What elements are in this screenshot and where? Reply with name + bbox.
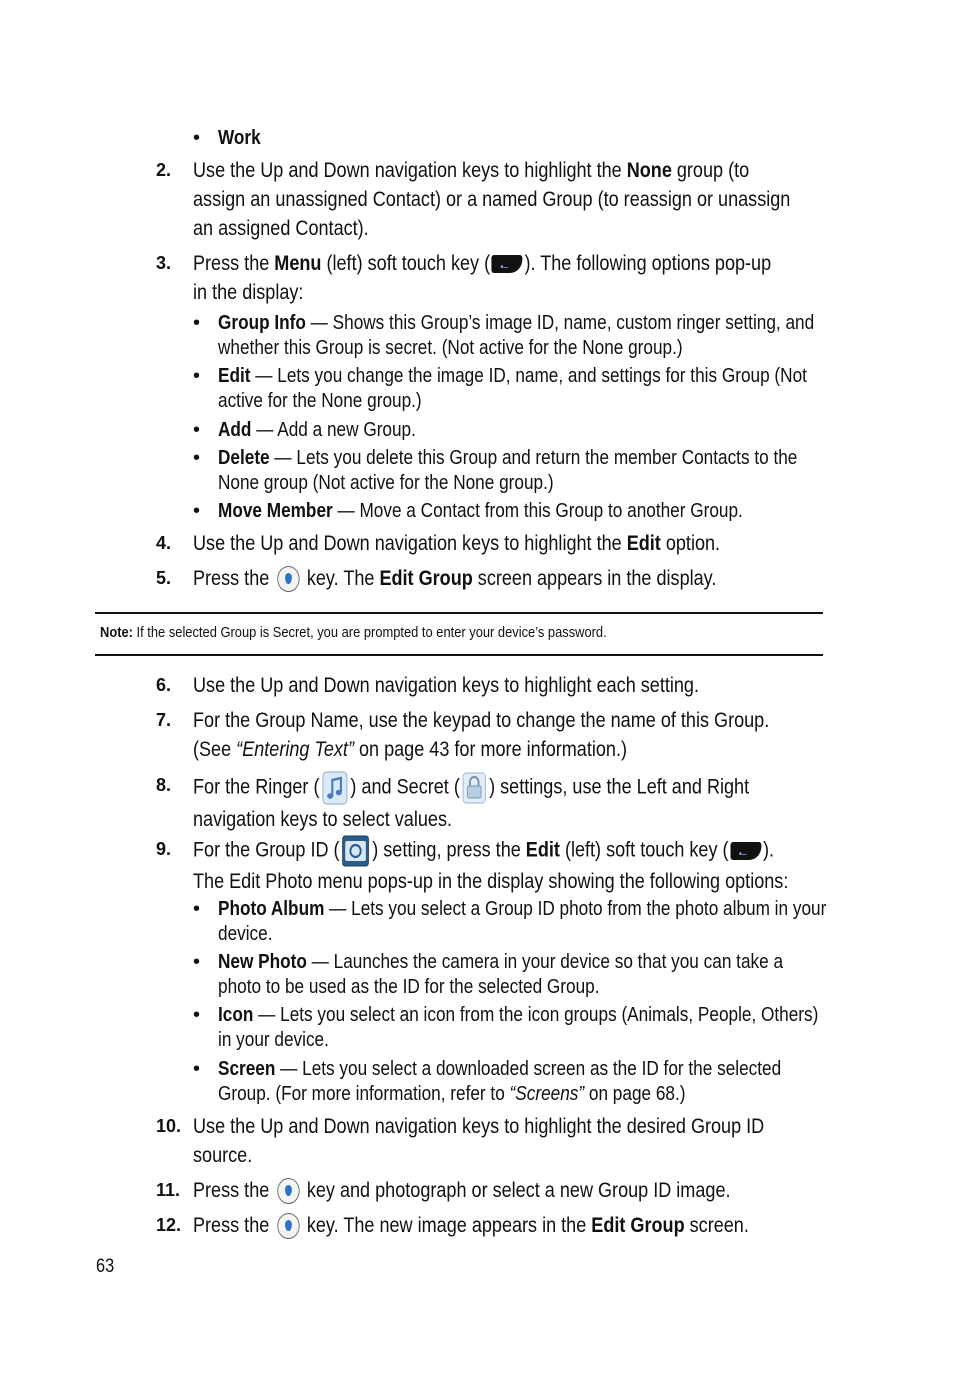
step-2-line-2: assign an unassigned Contact) or a named Group (to reassign or unassign: [193, 188, 791, 211]
step-number: 10.: [156, 1116, 182, 1136]
note-label: Note:: [100, 624, 133, 641]
step-number: 3.: [156, 253, 172, 273]
step-number: 4.: [156, 533, 172, 553]
step-number: 9.: [156, 839, 172, 859]
step-number: 6.: [156, 675, 172, 695]
manual-page: • Work 2. Use the Up and Down navigation keys to highlight the None group (to assign an unassigned Contact) or a named Group (to reassign or unassign an assigned Contact). 3. Press the Menu (left) soft touch key (•– ). The following options pop-up in the display: • Group Info — Shows this Group’s image ID, name, custom ringer setting, and whether this Group is secret. (Not active for the None group.) • Edit — Lets you change the image ID, name, and settings for this Group (Not active for the None group.) • Add — Add a new Group. • Delete — Lets you delete this Group and return the member Contacts to the None group (Not active for the None group.) • Move Member — Move a Contact from this Group to another Group. 4. Use the Up and Down navigation keys to highlight the Edit option. 5. Press the key. The Edit Group screen appears in the display. Note: If the selected Group is Secret, you are prompted to enter your device’s password. 6. Use the Up and Down navigation keys to highlight each setting. 7. For the Group Name, use the keypad to change the name of this Group. (See “Entering Text” on page 43 for more information.) 8. For the Ringer ( ) and Secret ( ) settings, use the Left and Right navigation keys to select values. 9. For the Group ID ( ) setting, press the Edit (left) soft touch key (•– ). The Edit Photo menu pops-up in the display showing the following options: • Photo Album — Lets you select a Group ID photo from the photo album in your device. • New Photo — Launches the camera in your device so that you can take a photo to be used as the ID for the selected Group. • Icon — Lets you select an icon from the icon groups (Animals, People, Others) in your device. • Screen — Lets you select a downloaded screen as the ID for the selected Group. (For more information, refer to “Screens” on page 68.) 10. Use the Up and Down navigation keys to highlight the desired Group ID source. 11. Press the key and photograph or select a new Group ID image. 12. Press the key. The new image appears in the Edit Group screen. 63: [0, 0, 954, 1389]
step-number: 12.: [156, 1215, 182, 1235]
cross-reference: “Screens”: [509, 1083, 585, 1105]
ok-key-icon: [277, 566, 299, 592]
step-3-line-1: Press the Menu (left) soft touch key (•– ). The following options pop-up: [193, 249, 771, 278]
ringer-icon: [322, 771, 348, 805]
step-2-line-3: an assigned Contact).: [193, 217, 369, 240]
note-bottom-rule: [95, 654, 823, 656]
step-number: 5.: [156, 568, 172, 588]
note-text: If the selected Group is Secret, you are prompted to enter your device’s password.: [132, 624, 607, 641]
page-number: 63: [96, 1256, 115, 1277]
step-number: 7.: [156, 710, 172, 730]
step-3-line-2: in the display:: [193, 281, 304, 304]
ok-key-icon: [277, 1213, 299, 1239]
ok-key-icon: [277, 1178, 299, 1204]
bullet-label: Work: [218, 127, 261, 149]
step-number: 11.: [156, 1180, 181, 1200]
step-number: 2.: [156, 160, 172, 180]
left-soft-key-icon: [492, 255, 523, 273]
camera-photo-icon: [342, 835, 370, 867]
step-2-line-1: Use the Up and Down navigation keys to highlight the None group (to: [193, 159, 750, 182]
bullet-dot: •: [193, 127, 201, 149]
note-top-rule: [95, 612, 823, 614]
cross-reference: “Entering Text”: [236, 738, 354, 761]
note: [100, 624, 689, 641]
lock-icon: [462, 772, 486, 804]
left-soft-key-icon: [730, 842, 761, 860]
step-number: 8.: [156, 775, 172, 795]
